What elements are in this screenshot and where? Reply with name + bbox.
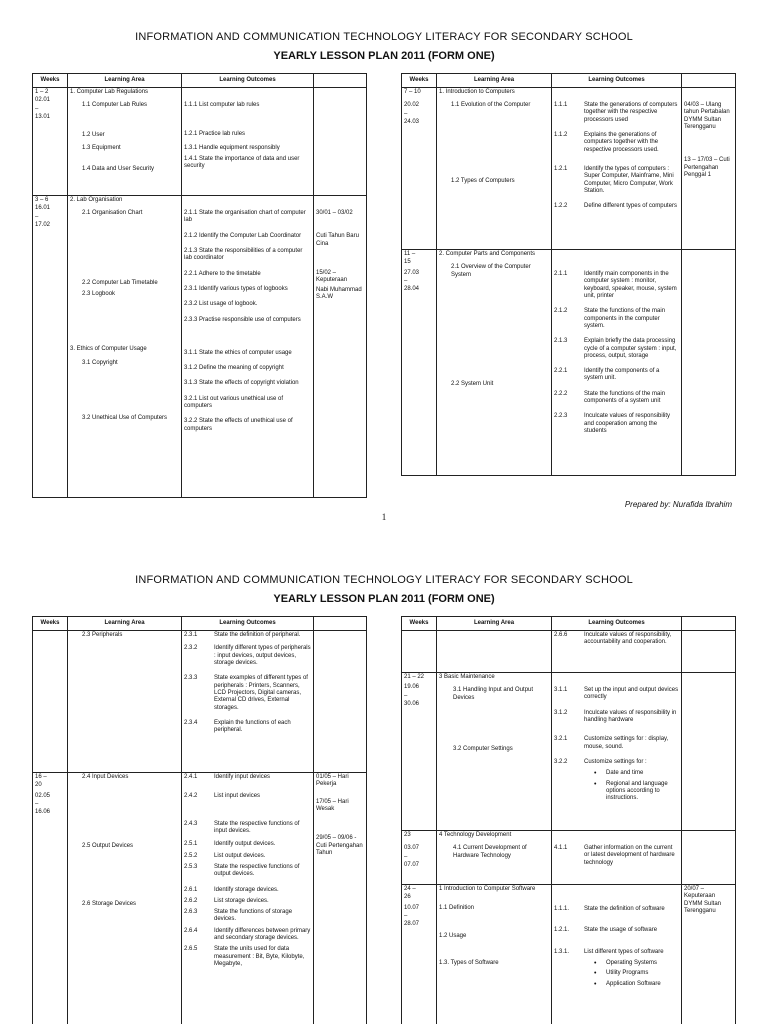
weeks-header: Weeks: [33, 74, 68, 88]
bullet-icon: •: [594, 770, 597, 778]
list-item: • Application Software: [594, 981, 661, 988]
table-row: [33, 631, 367, 773]
table-row: [402, 831, 736, 885]
learning-outcomes-header: Learning Outcomes: [182, 74, 314, 88]
table-row: [402, 250, 736, 476]
learning-area-cell: 4 Technology Development 4.1 Current Development of Hardware Technology: [437, 831, 552, 885]
table-row: [402, 631, 736, 673]
table-row: [402, 885, 736, 1024]
learning-outcomes-cell: 2.3.1 State the definition of peripheral. 2.3.2 Identify different types of peripherals : input devices, output devices, storage devices. 2.3.3 State examples of different types of peripherals : Printers, Scanners, LCD Projectors, Digital cameras, External CD drives, External storages. 2.3.4 Explain the functions of each peripheral.: [182, 631, 314, 773]
learning-area-header: Learning Area: [68, 74, 182, 88]
table-row: [33, 773, 367, 1024]
notes-header: [682, 74, 736, 88]
lesson-plan-table-p2-right: [401, 616, 736, 1024]
list-item: • Date and time: [594, 770, 644, 778]
weeks-cell: 11 – 15 27.03 – 28.04: [402, 250, 437, 476]
weeks-header: Weeks: [402, 74, 437, 88]
table-row: [33, 196, 367, 498]
prepared-by: Prepared by: Nurafida Ibrahim: [624, 500, 732, 509]
notes-cell: [682, 250, 736, 476]
bullet-icon: •: [594, 981, 597, 988]
learning-area-cell: 1. Introduction to Computers 1.1 Evolution of the Computer 1.2 Types of Computers: [437, 88, 552, 250]
learning-area-cell: 1 Introduction to Computer Software 1.1 Definition 1.2 Usage 1.3. Types of Software: [437, 885, 552, 1024]
table-header-row: [402, 74, 736, 88]
bullet-icon: •: [594, 780, 597, 788]
page-title: INFORMATION AND COMMUNICATION TECHNOLOGY LITERACY FOR SECONDARY SCHOOL: [135, 31, 633, 43]
weeks-header: Weeks: [402, 617, 437, 631]
learning-area-cell: [437, 631, 552, 673]
learning-area-header: Learning Area: [437, 617, 552, 631]
weeks-cell: 16 – 20 02.05 – 16.06: [33, 773, 68, 1024]
notes-cell: 20/07 – Keputeraan DYMM Sultan Terengganu: [682, 885, 736, 1024]
learning-area-header: Learning Area: [68, 617, 182, 631]
weeks-cell: 24 – 26 10.07 – 28.07: [402, 885, 437, 1024]
learning-outcomes-cell: 2.1.1 Identify main components in the computer system : monitor, keyboard, speaker, mouse, system unit, printer 2.1.2 State the functions of the main components in the computer system. 2.1.3 Explain briefly the data processing cycle of a computer system : input, process, output, storage 2.2.1 Identify the components of a system unit. 2.2.2 State the functions of the main components of a system unit 2.2.3 Inculcate values of responsibility and cooperation among the students: [552, 250, 682, 476]
notes-cell: 30/01 – 03/02 Cuti Tahun Baru Cina 15/02 – Keputeraan Nabi Muhammad S.A.W: [314, 196, 367, 498]
notes-cell: 04/03 – Ulang tahun Pertabalan DYMM Sultan Terengganu 13 – 17/03 – Cuti Pertengahan Penggal 1: [682, 88, 736, 250]
learning-outcomes-cell: 1.1.1 State the generations of computers together with the respective processors used 1.1.2 Explains the generations of computers together with the respective processors used. 1.2.1 Identify the types of computers : Super Computer, Mainframe, Mini Computer, Micro Computer, Work Station. 1.2.2 Define different types of computers: [552, 88, 682, 250]
notes-header: [682, 617, 736, 631]
table-header-row: [33, 74, 367, 88]
learning-area-cell: 2. Lab Organisation 2.1 Organisation Chart 2.2 Computer Lab Timetable 2.3 Logbook 3. Ethics of Computer Usage 3.1 Copyright 3.2 Unethical Use of Computers: [68, 196, 182, 498]
table-header-row: [33, 617, 367, 631]
list-item: • Regional and language options according to instructions.: [594, 780, 668, 802]
weeks-header: Weeks: [33, 617, 68, 631]
table-row: [33, 88, 367, 196]
lesson-plan-table-p1-left: [32, 73, 367, 498]
page-subtitle: YEARLY LESSON PLAN 2011 (FORM ONE): [273, 50, 495, 62]
bullet-icon: •: [594, 970, 597, 978]
bullet-icon: •: [594, 959, 597, 967]
weeks-cell: 23 03.07 – 07.07: [402, 831, 437, 885]
learning-area-header: Learning Area: [437, 74, 552, 88]
page-subtitle: YEARLY LESSON PLAN 2011 (FORM ONE): [273, 593, 495, 605]
learning-outcomes-cell: 1.1.1. State the definition of software 1.2.1. State the usage of software 1.3.1. List different types of software • Operating Systems • Utility Programs • Application Software: [552, 885, 682, 1024]
list-item: • Utility Programs: [594, 970, 649, 978]
learning-outcomes-header: Learning Outcomes: [182, 617, 314, 631]
notes-header: [314, 617, 367, 631]
weeks-cell: 21 – 22 19.06 – 30.06: [402, 673, 437, 831]
weeks-cell: 1 – 2 02.01 – 13.01: [33, 88, 68, 196]
table-header-row: [402, 617, 736, 631]
learning-area-cell: 3 Basic Maintenance 3.1 Handling Input and Output Devices 3.2 Computer Settings: [437, 673, 552, 831]
learning-area-cell: 2.3 Peripherals: [68, 631, 182, 773]
weeks-cell: 3 – 6 16.01 – 17.02: [33, 196, 68, 498]
learning-outcomes-header: Learning Outcomes: [552, 617, 682, 631]
weeks-cell: [402, 631, 437, 673]
learning-area-cell: 2. Computer Parts and Components 2.1 Overview of the Computer System 2.2 System Unit: [437, 250, 552, 476]
notes-cell: [314, 88, 367, 196]
learning-area-cell: 2.4 Input Devices 2.5 Output Devices 2.6 Storage Devices: [68, 773, 182, 1024]
notes-header: [314, 74, 367, 88]
learning-outcomes-cell: 2.4.1 Identify input devices 2.4.2 List input devices 2.4.3 State the respective functions of input devices. 2.5.1 Identify output devices. 2.5.2 List output devices. 2.5.3 State the respective functions of output devices. 2.6.1 Identify storage devices. 2.6.2 List storage devices. 2.6.3 State the functions of storage devices. 2.6.4 Identify differences between primary and secondary storage devices. 2.6.5 State the units used for data measurement : Bit, Byte, Kilobyte, Megabyte,: [182, 773, 314, 1024]
table-row: [402, 88, 736, 250]
learning-area-cell: 1. Computer Lab Regulations 1.1 Computer Lab Rules 1.2 User 1.3 Equipment 1.4 Data and User Security: [68, 88, 182, 196]
learning-outcomes-cell: 4.1.1 Gather information on the current or latest development of hardware technology: [552, 831, 682, 885]
learning-outcomes-cell: 2.1.1 State the organisation chart of computer lab 2.1.2 Identify the Computer Lab Coordinator 2.1.3 State the responsibilities of a computer lab coordinator 2.2.1 Adhere to the timetable 2.3.1 Identify various types of logbooks 2.3.2 List usage of logbook. 2.3.3 Practise responsible use of computers 3.1.1 State the ethics of computer usage 3.1.2 Define the meaning of copyright 3.1.3 State the effects of copyright violation 3.2.1 List out various unethical use of computers 3.2.2 State the effects of unethical use of computers: [182, 196, 314, 498]
learning-outcomes-cell: 1.1.1 List computer lab rules 1.2.1 Practice lab rules 1.3.1 Handle equipment responsibly 1.4.1 State the importance of data and user security: [182, 88, 314, 196]
list-item: • Operating Systems: [594, 959, 658, 967]
notes-cell: [682, 631, 736, 673]
table-row: [402, 673, 736, 831]
page-number: 1: [381, 512, 387, 522]
weeks-cell: [33, 631, 68, 773]
lesson-plan-table-p1-right: [401, 73, 736, 476]
notes-cell: 01/05 – Hari Pekerja 17/05 – Hari Wesak 29/05 – 09/06 - Cuti Pertengahan Tahun: [314, 773, 367, 1024]
notes-cell: [682, 673, 736, 831]
learning-outcomes-cell: 3.1.1 Set up the input and output devices correctly 3.1.2 Inculcate values of responsibility in handling hardware 3.2.1 Customize settings for : display, mouse, sound. 3.2.2 Customize settings for : • Date and time • Regional and language options according to instructions.: [552, 673, 682, 831]
page-title: INFORMATION AND COMMUNICATION TECHNOLOGY LITERACY FOR SECONDARY SCHOOL: [135, 574, 633, 586]
learning-outcomes-header: Learning Outcomes: [552, 74, 682, 88]
lesson-plan-table-p2-left: [32, 616, 367, 1024]
weeks-cell: 7 – 10 20.02 – 24.03: [402, 88, 437, 250]
learning-outcomes-cell: 2.6.6 Inculcate values of responsibility, accountability and cooperation.: [552, 631, 682, 673]
notes-cell: [314, 631, 367, 773]
notes-cell: [682, 831, 736, 885]
